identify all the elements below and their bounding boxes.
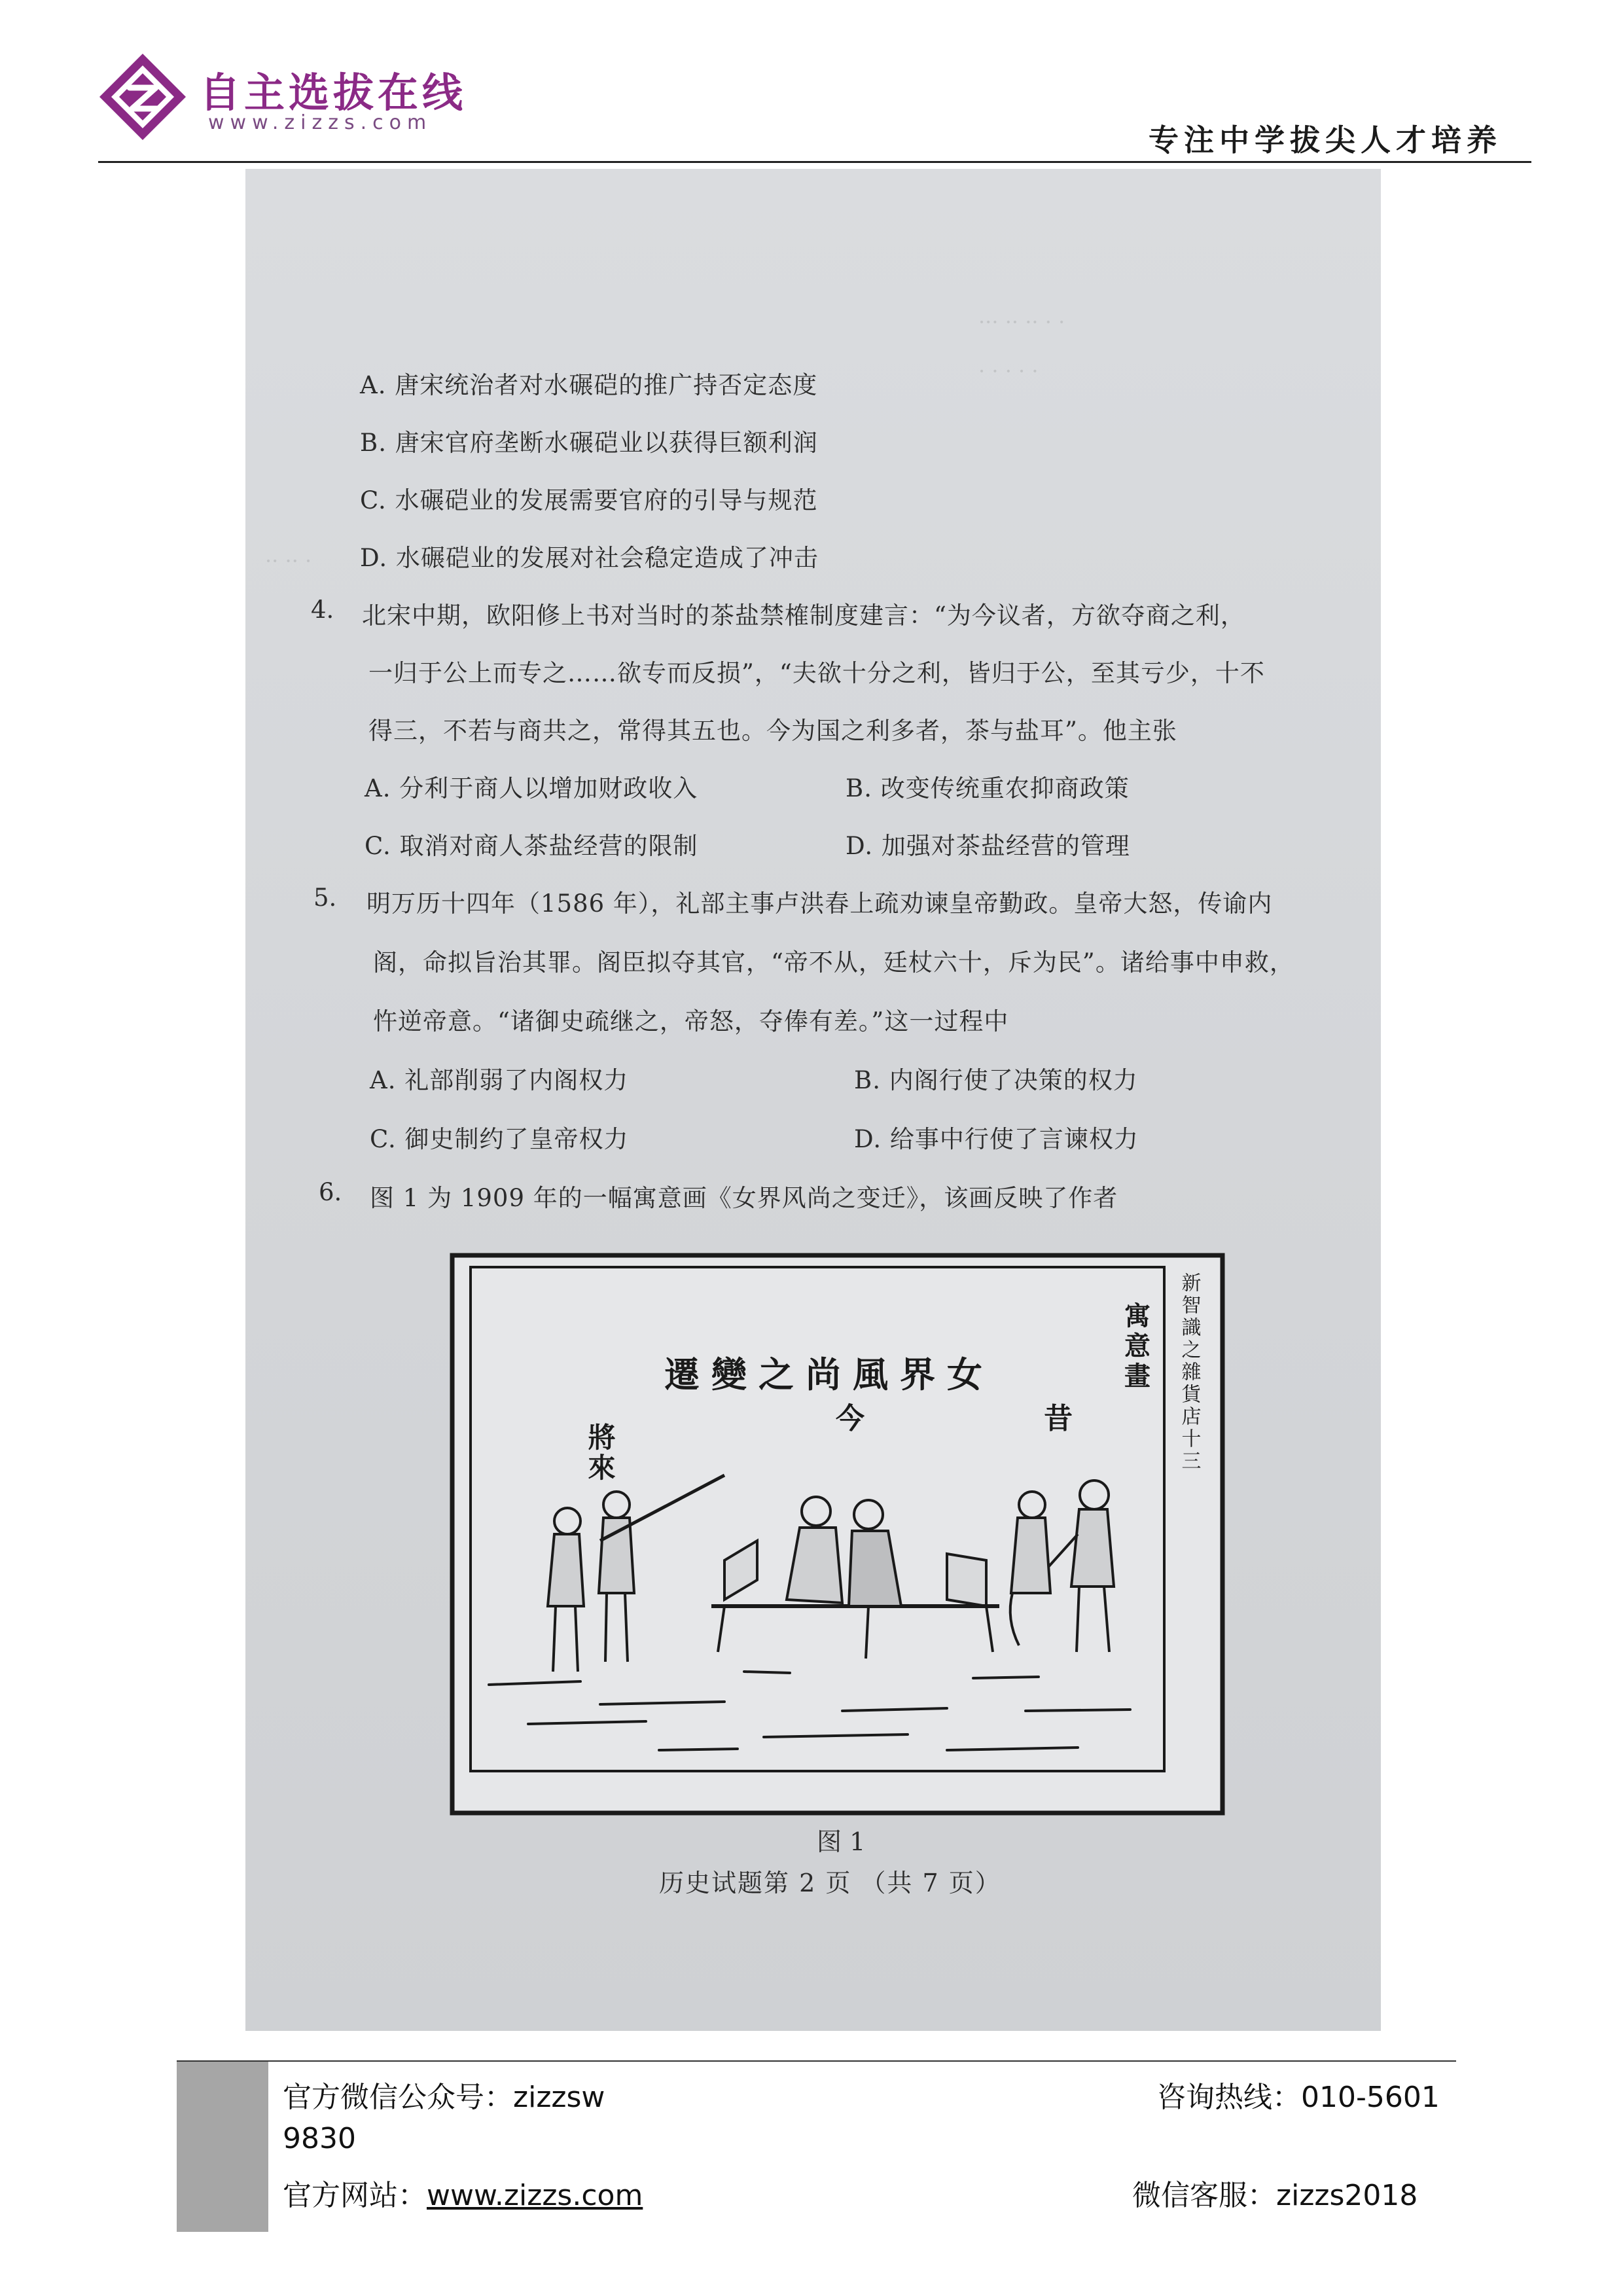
q3-option-c: C. 水碾硙业的发展需要官府的引导与规范 bbox=[360, 486, 818, 514]
q5-option-b: B. 内阁行使了决策的权力 bbox=[854, 1066, 1138, 1094]
header-divider bbox=[98, 161, 1531, 163]
q4-option-d: D. 加强对茶盐经营的管理 bbox=[846, 832, 1130, 860]
q4-option-c: C. 取消对商人茶盐经营的限制 bbox=[365, 832, 698, 860]
q4-option-b: B. 改变传统重农抑商政策 bbox=[846, 774, 1130, 802]
figure-caption: 图 1 bbox=[817, 1827, 866, 1856]
figure-source-label: 新智識之雜貨店十三 bbox=[1177, 1272, 1201, 1473]
page-header bbox=[0, 0, 1623, 164]
scanned-exam-page bbox=[245, 169, 1381, 2031]
q3-option-d: D. 水碾硙业的发展对社会稳定造成了冲击 bbox=[360, 544, 819, 572]
wechat-public-account: 官方微信公众号：zizzsw bbox=[283, 2081, 605, 2114]
q3-option-b: B. 唐宋官府垄断水碾硙业以获得巨额利润 bbox=[360, 429, 818, 457]
q5-option-a: A. 礼部削弱了内阁权力 bbox=[370, 1066, 629, 1094]
show-through-decoration: · · · · · bbox=[978, 359, 1039, 384]
q4-stem-line: 北宋中期，欧阳修上书对当时的茶盐禁榷制度建言：“为今议者，方欲夺商之利， bbox=[362, 601, 1245, 630]
q5-option-d: D. 给事中行使了言谏权力 bbox=[854, 1125, 1139, 1153]
consult-hotline: 咨询热线：010-5601 bbox=[1157, 2081, 1440, 2114]
show-through-decoration: ·· ·· · bbox=[265, 548, 312, 573]
q5-number: 5. bbox=[313, 884, 337, 912]
label-past: 昔 bbox=[1044, 1402, 1073, 1435]
q5-stem-line: 明万历十四年（1586 年），礼部主事卢洪春上疏劝谏皇帝勤政。皇帝大怒，传谕内 bbox=[366, 889, 1273, 918]
show-through-decoration: ··· ·· ·· · · bbox=[978, 310, 1065, 334]
q3-option-a: A. 唐宋统治者对水碾硙的推广持否定态度 bbox=[360, 371, 818, 399]
allegorical-cartoon-figure bbox=[450, 1253, 1225, 1816]
wechat-public-account-cont: 9830 bbox=[283, 2122, 356, 2155]
q4-stem-line: 一归于公上而专之……欲专而反损”，“夫欲十分之利，皆归于公，至其亏少，十不 bbox=[368, 659, 1265, 687]
website-label: 官方网站： bbox=[283, 2179, 427, 2212]
label-present: 今 bbox=[836, 1402, 865, 1435]
exam-page-number: 历史试题第 2 页 （共 7 页） bbox=[659, 1869, 1001, 1897]
q4-stem-line: 得三，不若与商共之，常得其五也。今为国之利多者，茶与盐耳”。他主张 bbox=[368, 717, 1177, 745]
official-website bbox=[283, 2172, 643, 2214]
figure-title: 女界風尚之變遷 bbox=[664, 1354, 994, 1395]
q4-option-a: A. 分利于商人以增加财政收入 bbox=[365, 774, 698, 802]
label-future: 將來 bbox=[584, 1423, 616, 1483]
header-slogan: 专注中学拔尖人才培养 bbox=[1149, 122, 1502, 158]
website-link[interactable]: www.zizzs.com bbox=[427, 2179, 643, 2212]
q5-option-c: C. 御史制约了皇帝权力 bbox=[370, 1125, 629, 1153]
wechat-service: 微信客服：zizzs2018 bbox=[1132, 2179, 1418, 2212]
q4-number: 4. bbox=[311, 596, 334, 624]
q6-stem-line: 图 1 为 1909 年的一幅寓意画《女界风尚之变迁》，该画反映了作者 bbox=[370, 1184, 1118, 1212]
q5-stem-line: 忤逆帝意。“诸御史疏继之，帝怒，夺俸有差。”这一过程中 bbox=[373, 1007, 1009, 1035]
brand-name: 自主选拔在线 bbox=[200, 69, 467, 117]
q5-stem-line: 阁，命拟旨治其罪。阁臣拟夺其官，“帝不从，廷杖六十，斥为民”。诸给事中申救， bbox=[373, 948, 1294, 977]
footer-divider bbox=[177, 2060, 1456, 2062]
footer-accent-bar bbox=[177, 2062, 268, 2232]
figure-genre-label: 寓意畫 bbox=[1120, 1302, 1151, 1392]
q6-number: 6. bbox=[319, 1178, 342, 1206]
zizzs-logo-icon bbox=[97, 51, 188, 143]
brand-url: www.zizzs.com bbox=[208, 111, 433, 134]
